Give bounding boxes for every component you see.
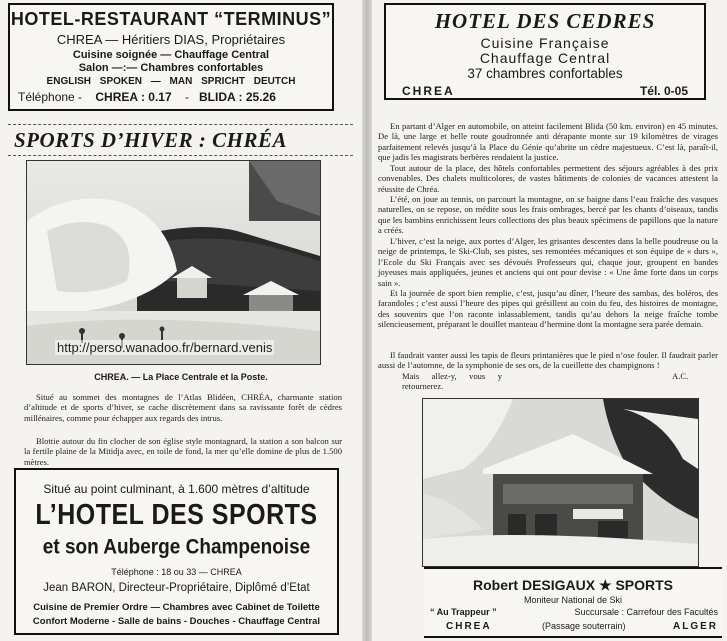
section-heading [8, 124, 353, 156]
desigaux-shop: “ Au Trappeur ” [430, 607, 497, 617]
sports-hotel-director: Jean BARON, Directeur-Propriétaire, Diplômé d’Etat [43, 582, 310, 594]
right-page [372, 0, 727, 641]
section-title: SPORTS D’HIVER : CHRÉA [14, 128, 287, 152]
sports-hotel-features-1: Cuisine de Premier Ordre — Chambres avec Cabinet de Toilette [33, 602, 320, 613]
article-closing: Mais allez-y, vous y retournerez. [402, 371, 502, 392]
hotel-des-sports-ad [14, 468, 339, 635]
sports-hotel-name: L’HOTEL DES SPORTS [35, 498, 318, 532]
article-paragraph-1: En partant d’Alger en automobile, on atteint facilement Blida (50 km. environ) en 45 minutes. De là, une large et belle route goudronnée anti dérapante monte sur 19 kilomètres de virages parfaitement relevés jusqu’à la Place du Génie qu’abrite un cèdre majestueux. C’est là, paraît-il, que jadis les magistrats berbères rendaient la justice. [378, 121, 718, 163]
sports-hotel-subname: et son Auberge Champenoise [42, 535, 311, 560]
article-paragraph-3: L’été, on joue au tennis, on parcourt la montagne, on se baigne dans l’eau fraîche des vasques naturelles, on se repose, on médite sous les frais ombrages, bercé par les chants d’oiseaux, tandis que les bambins enrichissent leurs collections des plus beaux spécimens de papillons que la nature a créés. [378, 194, 718, 236]
photo-au-trappeur [422, 398, 699, 567]
cedres-line-3: 37 chambres confortables [467, 66, 623, 81]
sports-hotel-features-2: Confort Moderne - Salle de bains - Douches - Chauffage Central [32, 616, 321, 627]
intro-paragraph-2: Blottie autour du fin clocher de son église style montagnard, la station a son balcon sur la fertile plaine de la Mitidja avec, en toile de fond, la mer qu’elle domine de plus de 1.500 mètres. [24, 436, 342, 467]
desigaux-subtitle: Moniteur National de Ski [523, 595, 623, 605]
desigaux-branch: Succursale : Carrefour des Facultés [574, 607, 718, 617]
cedres-line-1: Cuisine Française [480, 35, 610, 51]
terminus-phone: Téléphone - CHREA : 0.17 - BLIDA : 25.26 [18, 90, 276, 104]
intro-paragraph-1: Situé au sommet des montagnes de l’Atlas Blidéen, CHRÉA, charmante station d’altitude et de sports d’hiver, se cache discrètement dans sa ravissante forêt de cèdres millénaires, comme pour échapper aux regards des intrus. [24, 392, 342, 423]
terminus-features-1: Cuisine soignée — Chauffage Central [72, 49, 270, 61]
terminus-phone-label: Téléphone - [18, 90, 83, 104]
terminus-features-2: Salon —:— Chambres confortables [78, 62, 264, 74]
left-page [0, 0, 362, 641]
terminus-owners: CHREA — Héritiers DIAS, Propriétaires [56, 32, 286, 47]
desigaux-sports-ad [424, 567, 722, 638]
desigaux-city: ALGER [673, 621, 718, 632]
terminus-languages: ENGLISH SPOKEN — MAN SPRICHT DEUTCH [46, 76, 296, 87]
page-gutter [362, 0, 372, 641]
cedres-title: HOTEL DES CEDRES [434, 9, 656, 33]
terminus-phone-chrea: CHREA : 0.17 [95, 90, 172, 104]
desigaux-name: Robert DESIGAUX ★ SPORTS [472, 577, 674, 593]
terminus-title: HOTEL-RESTAURANT “TERMINUS” [10, 9, 332, 29]
article-signature: A.C. [672, 371, 689, 381]
sports-hotel-tagline: Situé au point culminant, à 1.600 mètres d’altitude [43, 482, 310, 496]
article-paragraph-6: Il faudrait vanter aussi les tapis de fleurs printanières que le pied n’ose fouler. Il faudrait parler aussi de l’automne, de la symphonie de ses ors, de la cueillette des champignons ! [378, 350, 718, 371]
desigaux-passage: (Passage souterrain) [542, 621, 626, 631]
watermark-url: http://perso.wanadoo.fr/bernard.venis [57, 340, 273, 355]
photo-place-centrale [26, 160, 321, 365]
article-paragraph-2: Tout autour de la place, des hôtels confortables permettent des séjours agréables à des prix convenables. Des chalets multicolores, de vastes bâtiments de colonies de vacances attestent la réussite de Chréa. [378, 163, 718, 194]
cedres-line-2: Chauffage Central [479, 50, 611, 66]
cedres-town: CHREA [402, 84, 455, 98]
terminus-phone-blida: BLIDA : 25.26 [198, 90, 276, 104]
hotel-des-cedres-ad [384, 3, 706, 100]
article-paragraph-5: Et la journée de sport bien remplie, c’est, jusqu’au dîner, l’heure des sambas, des boléros, des farandoles ; c’est aussi l’heure des pipes qui grésillent au coin du feu, des histoires de montagne, des souvenirs que l’on raconte inlassablement, tandis qu’au dehors la neige fraîche tombe silencieusement, préparant le douillet manteau d’hermine dont la montagne sera parée demain. [378, 288, 718, 330]
photo-caption: CHREA. — La Place Centrale et la Poste. [94, 372, 268, 382]
article-paragraph-4: L’hiver, c’est la neige, aux portes d’Alger, les grisantes descentes dans la belle poudreuse ou la neige de printemps, le Ski-Club, ses pistes, ses remontées mécaniques et son équipe de « durs », l’Ecole du Ski Français avec ses dévoués Professeurs qui, chaque jour, groupent en bandes joyeuses mais appliquées, jeunes et anciens qui ont pour devise : « Une âme forte dans un corps sain ». [378, 236, 718, 288]
terminus-ad [8, 3, 334, 111]
cedres-phone: Tél. 0-05 [639, 84, 688, 98]
desigaux-town: CHREA [446, 621, 492, 632]
sports-hotel-phone: Téléphone : 18 ou 33 — CHREA [111, 567, 242, 577]
